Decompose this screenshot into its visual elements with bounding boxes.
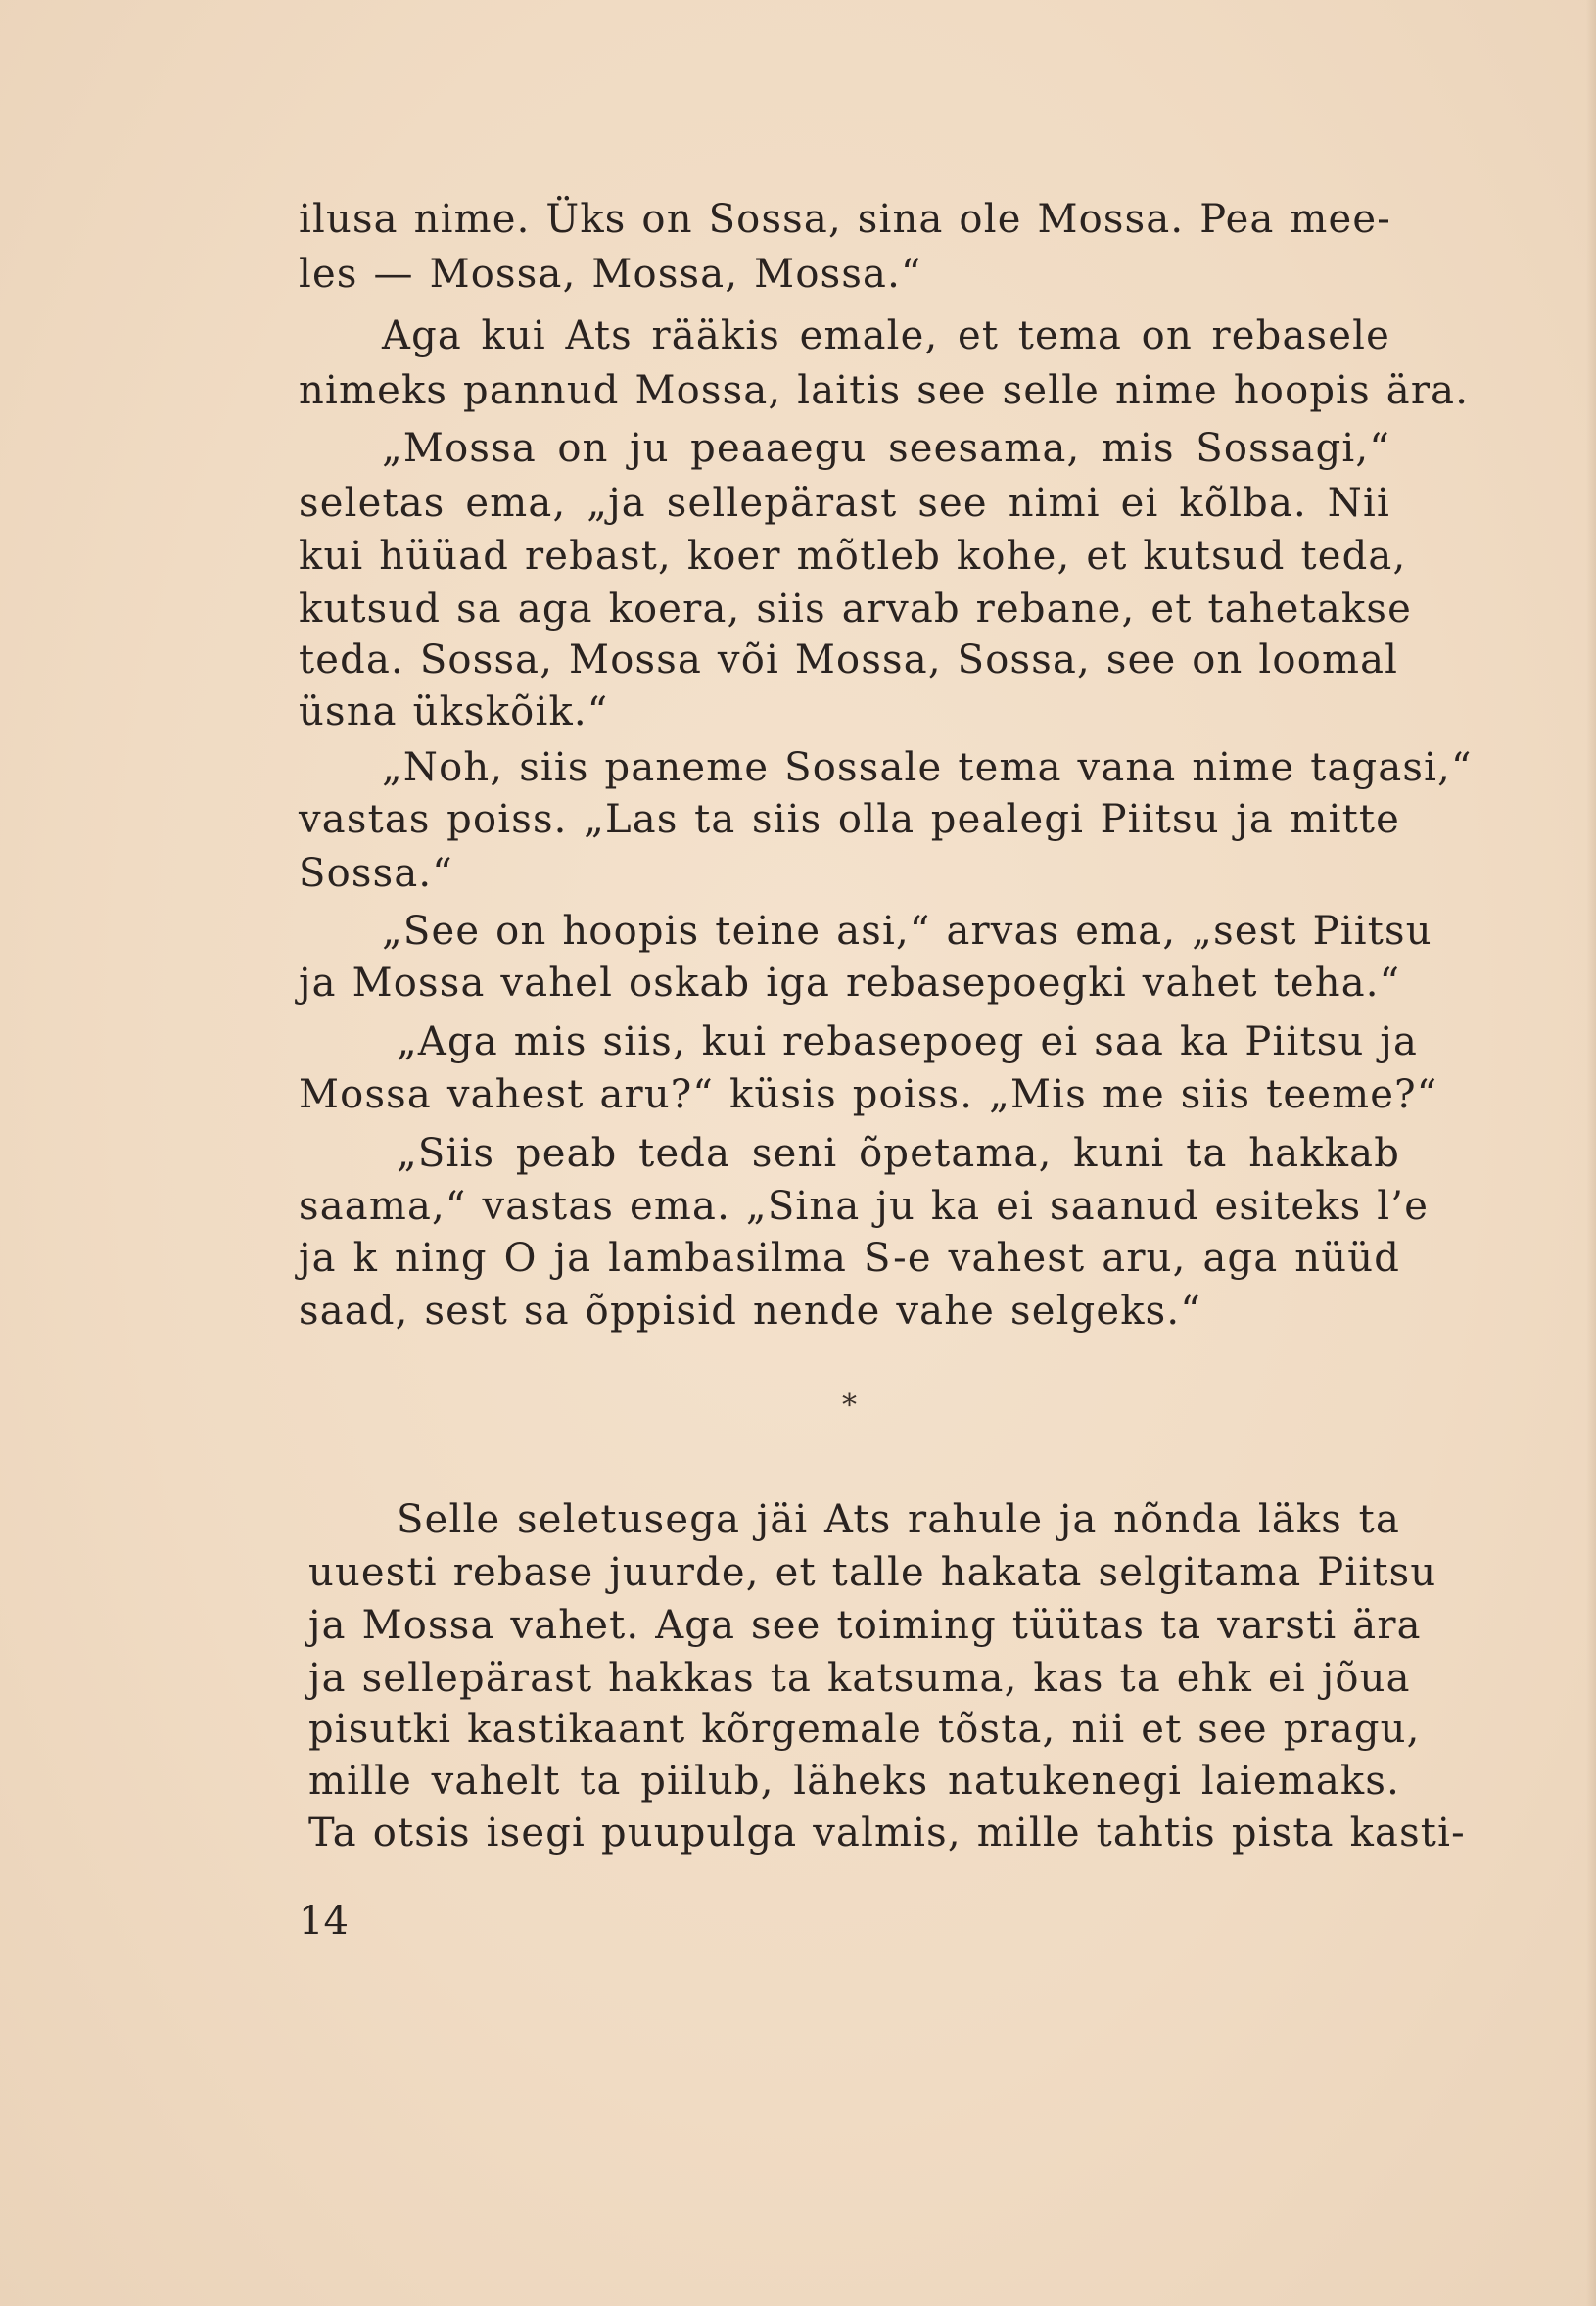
text-line: teda. Sossa, Mossa või Mossa, Sossa, see on loomal [299,637,1399,682]
text-line: ja Mossa vahel oskab iga rebasepoegki vahet teha.“ [299,961,1401,1006]
text-line: üsna ükskõik.“ [299,689,609,734]
text-line: ja k ning O ja lambasilma S-e vahest aru, aga nüüd [299,1236,1400,1281]
text-line: kutsud sa aga koera, siis arvab rebane, et tahetakse [299,587,1412,632]
text-line: nimeks pannud Mossa, laitis see selle nime hoopis ära. [299,368,1470,413]
text-line: les — Mossa, Mossa, Mossa.“ [299,252,922,297]
text-line: ja Mossa vahet. Aga see toiming tüütas ta varsti ära [308,1603,1422,1648]
text-line: „Mossa on ju peaaegu seesama, mis Sossagi,“ [382,426,1390,471]
text-line: saad, sest sa õppisid nende vahe selgeks.“ [299,1289,1201,1334]
text-line: Mossa vahest aru?“ küsis poiss. „Mis me siis teeme?“ [299,1072,1438,1117]
text-line: uuesti rebase juurde, et talle hakata selgitama Piitsu [308,1550,1437,1595]
text-line: vastas poiss. „Las ta siis olla pealegi Piitsu ja mitte [299,797,1400,842]
text-line: Sossa.“ [299,851,453,896]
text-line: pisutki kastikaant kõrgemale tõsta, nii et see pragu, [308,1707,1421,1752]
text-line: „See on hoopis teine asi,“ arvas ema, „sest Piitsu [382,909,1432,954]
text-line: saama,“ vastas ema. „Sina ju ka ei saanud esiteks l’e [299,1184,1430,1229]
page-number: 14 [299,1899,349,1944]
text-line: „Siis peab teda seni õpetama, kuni ta hakkab [397,1131,1400,1176]
text-line: „Aga mis siis, kui rebasepoeg ei saa ka Piitsu ja [397,1019,1418,1064]
text-line: kui hüüad rebast, koer mõtleb kohe, et kutsud teda, [299,534,1407,579]
text-line: seletas ema, „ja sellepärast see nimi ei kõlba. Nii [299,481,1390,526]
text-line: mille vahelt ta piilub, läheks natukenegi laiemaks. [308,1759,1400,1804]
text-line: Aga kui Ats rääkis emale, et tema on rebasele [382,313,1390,358]
text-line: Selle seletusega jäi Ats rahule ja nõnda läks ta [397,1497,1400,1542]
text-line: „Noh, siis paneme Sossale tema vana nime tagasi,“ [382,745,1473,790]
text-line: ilusa nime. Üks on Sossa, sina ole Mossa. Pea mee- [299,197,1392,242]
text-line: Ta otsis isegi puupulga valmis, mille tahtis pista kasti- [308,1811,1466,1856]
text-line: ja sellepärast hakkas ta katsuma, kas ta ehk ei jõua [308,1656,1411,1701]
section-break-asterisk: * [842,1388,857,1423]
